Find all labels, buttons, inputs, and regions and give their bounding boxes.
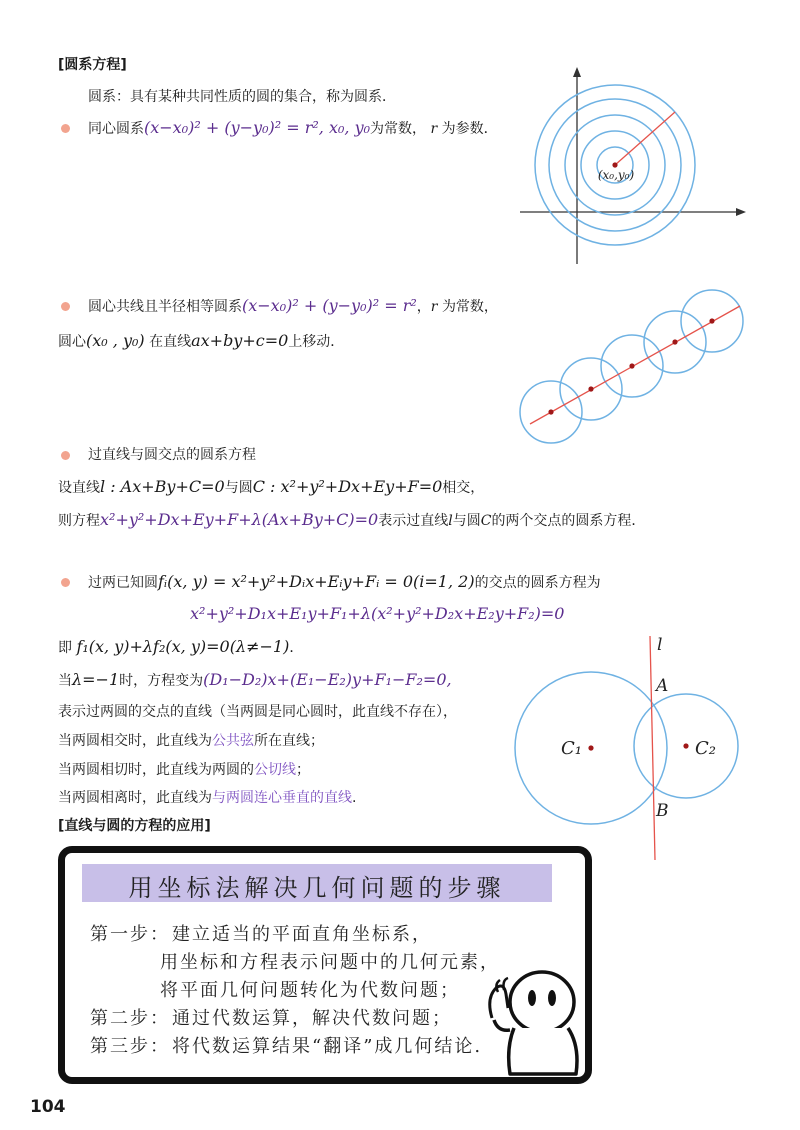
when-pre: 当 — [58, 673, 72, 689]
two-circles-family-eq: x²+y²+D₁x+E₁y+F₁+λ(x²+y²+D₂x+E₂y+F₂)=0 — [190, 604, 565, 623]
collinear-center: (x₀ , y₀) — [86, 331, 145, 350]
section-heading-circle-family: [圆系方程] — [58, 57, 127, 73]
separate-highlight: 与两圆连心垂直的直线 — [212, 790, 352, 806]
concentric-param: r — [430, 121, 438, 137]
center-c1 — [588, 745, 593, 750]
common-chord-line — [650, 636, 655, 860]
ji-eq: f₁(x, y)+λf₂(x, y)=0(λ≠−1) — [76, 637, 290, 656]
center-c2 — [683, 743, 688, 748]
line-circle-label: 过直线与圆交点的圆系方程 — [88, 447, 256, 463]
ji-end: ． — [289, 640, 304, 656]
center-point — [629, 363, 634, 368]
line-circle-family-eq: x²+y²+Dx+Ey+F+λ(Ax+By+C)=0 — [100, 510, 379, 529]
concentric-circles-diagram — [510, 62, 755, 267]
eq-c: C — [480, 513, 492, 529]
c2-label: C₂ — [695, 738, 716, 759]
two-circles-fi-eq: fᵢ(x, y) = x²+y²+Dᵢx+Eᵢy+Fᵢ = 0(i=1, 2) — [158, 572, 475, 591]
center-label: (x₀,y₀) — [597, 168, 635, 182]
collinear-equation: (x−x₀)² + (y−y₀)² = r² — [242, 296, 417, 315]
set-mid: 与圆 — [224, 480, 253, 496]
center-point — [612, 162, 617, 167]
bullet-dot — [61, 451, 70, 460]
definition-text: 圆系：具有某种共同性质的圆的集合，称为圆系． — [88, 89, 396, 105]
eq-mid2: 与圆 — [452, 513, 481, 529]
center-point — [709, 318, 714, 323]
when-mid: 时，方程变为 — [119, 673, 204, 689]
step1-label: 第一步： — [90, 924, 170, 945]
concentric-equation: (x−x₀)² + (y−y₀)² = r², x₀, y₀ — [144, 118, 371, 137]
eq-end: 的两个交点的圆系方程． — [491, 513, 646, 529]
collinear-circles-diagram — [512, 282, 757, 462]
y-axis-arrow — [573, 67, 581, 77]
radical-line-eq: (D₁−D₂)x+(E₁−E₂)y+F₁−F₂=0, — [203, 670, 452, 689]
separate-end: . — [352, 790, 357, 806]
step1-line1: 建立适当的平面直角坐标系， — [172, 924, 432, 945]
tangent-pre: 当两圆相切时，此直线为两圆的 — [58, 762, 254, 778]
cartoon-character-illustration — [484, 958, 594, 1076]
two-circles-label-end: 的交点的圆系方程为 — [474, 575, 601, 591]
set-end: 相交， — [442, 480, 485, 496]
eq-mid: 表示过直线 — [378, 513, 449, 529]
when-eq: λ=−1 — [72, 670, 120, 689]
collinear-note-end: 为常数， — [441, 299, 498, 315]
step3-label: 第三步： — [90, 1036, 170, 1057]
set-line-eq: l : Ax+By+C=0 — [100, 477, 225, 496]
collinear-line2-mid: 在直线 — [149, 334, 192, 350]
set-pre: 设直线 — [58, 480, 100, 496]
center-point — [588, 386, 593, 391]
separate-pre: 当两圆相离时，此直线为 — [58, 790, 212, 806]
tangent-highlight: 公切线 — [254, 762, 296, 778]
concentric-note-mid: 为常数， — [370, 121, 427, 137]
line-circle-family-line — [58, 510, 645, 531]
intersect-pre: 当两圆相交时，此直线为 — [58, 733, 212, 749]
two-circles-label-pre: 过两已知圆 — [88, 575, 158, 591]
center-line — [530, 306, 740, 424]
collinear-line-equation: ax+by+c=0 — [191, 331, 289, 350]
step2-label: 第二步： — [90, 1008, 170, 1029]
concentric-note-end: 为参数． — [441, 121, 498, 137]
step2-text: 通过代数运算，解决代数问题； — [172, 1008, 452, 1029]
collinear-param: r — [430, 299, 438, 315]
separate-line — [58, 788, 356, 808]
bullet-dot — [61, 124, 70, 133]
collinear-label: 圆心共线且半径相等圆系 — [88, 299, 242, 315]
line-l-label: l — [657, 635, 663, 655]
c1-label: C₁ — [561, 738, 582, 759]
bullet-dot — [61, 302, 70, 311]
concentric-line — [88, 118, 498, 139]
intersect-end: 所在直线； — [254, 733, 324, 749]
two-circles-diagram — [505, 628, 745, 864]
collinear-line2-end: 上移动． — [288, 334, 345, 350]
collinear-line2-pre: 圆心 — [58, 334, 86, 350]
step1-line2: 用坐标和方程表示问题中的几何元素， — [160, 952, 500, 973]
step3-text: 将代数运算结果“翻译”成几何结论. — [172, 1036, 483, 1057]
method-title: 用坐标法解决几何问题的步骤 — [128, 874, 506, 902]
intersect-highlight: 公共弦 — [212, 733, 254, 749]
ji-pre: 即 — [58, 640, 72, 656]
eq-l: l — [448, 513, 453, 529]
when-line — [58, 670, 452, 691]
section-heading-application: [直线与圆的方程的应用] — [58, 818, 211, 834]
two-circles-line — [88, 572, 601, 593]
page-number: 104 — [30, 1097, 66, 1117]
tangent-end: ； — [296, 762, 310, 778]
x-axis-arrow — [736, 208, 746, 216]
set-circle-eq: C : x²+y²+Dx+Ey+F=0 — [252, 477, 443, 496]
collinear-sep: ， — [416, 299, 431, 315]
radius-line — [615, 112, 675, 165]
eq-pre: 则方程 — [58, 513, 100, 529]
tangent-line — [58, 760, 310, 780]
center-point — [548, 409, 553, 414]
step1-line3: 将平面几何问题转化为代数问题； — [160, 980, 460, 1001]
intersect-line — [58, 731, 324, 751]
represents-text: 表示过两圆的交点的直线（当两圆是同心圆时，此直线不存在）， — [58, 704, 457, 720]
center-point — [672, 339, 677, 344]
ji-line — [58, 637, 303, 658]
collinear-line — [88, 296, 498, 317]
concentric-label: 同心圆系 — [88, 121, 144, 137]
collinear-line-2 — [58, 331, 344, 352]
point-a-label: A — [656, 676, 669, 696]
point-b-label: B — [656, 801, 669, 821]
line-circle-set-line — [58, 477, 484, 498]
bullet-dot — [61, 578, 70, 587]
